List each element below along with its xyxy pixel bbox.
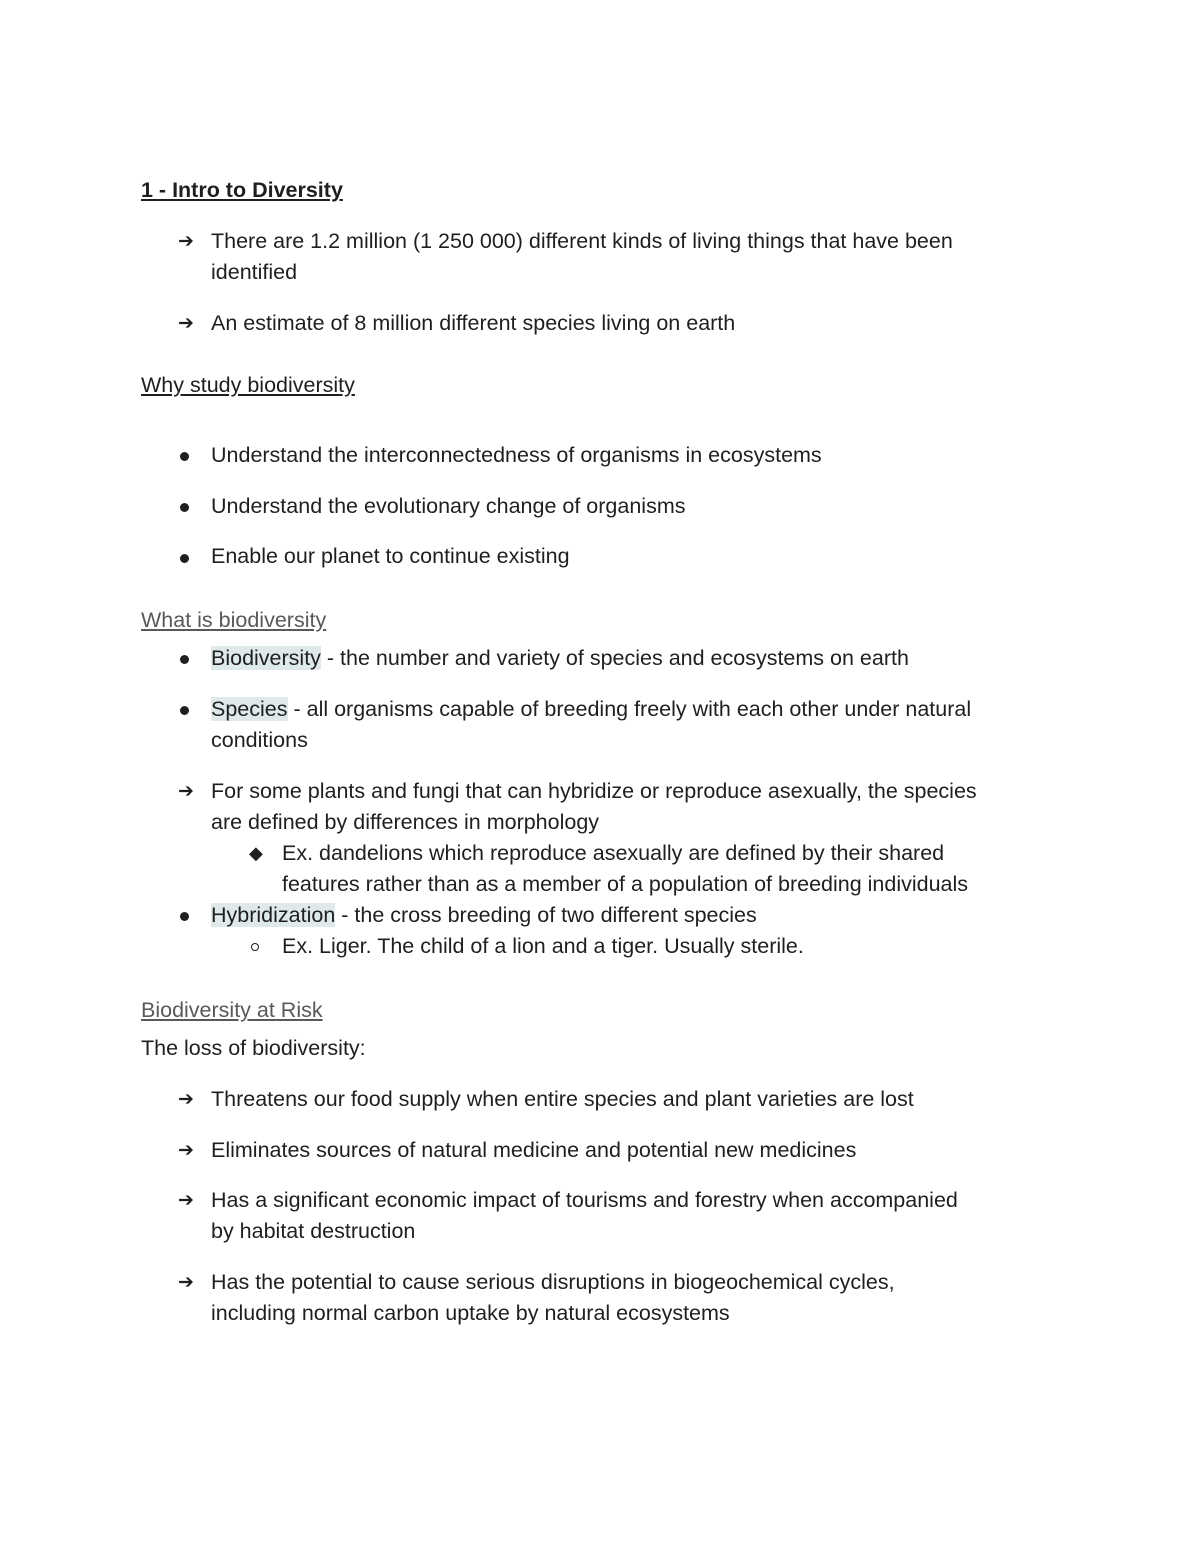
- why-item-3: Enable our planet to continue existing: [211, 544, 570, 568]
- heading-why-study: Why study biodiversity: [141, 373, 355, 397]
- risk-item-4: Has the potential to cause serious disruptions in biogeochemical cycles,: [211, 1270, 895, 1294]
- arrow-bullet-icon: ➔: [178, 1271, 194, 1293]
- plants-line-2: are defined by differences in morphology: [211, 810, 600, 834]
- risk-item-1: Threatens our food supply when entire species and plant varieties are lost: [211, 1087, 914, 1111]
- definition-biodiversity-text: - the number and variety of species and ecosystems on earth: [320, 646, 909, 670]
- why-item-1: Understand the interconnectedness of organisms in ecosystems: [211, 443, 822, 467]
- heading-what-is: What is biodiversity: [141, 608, 327, 632]
- definition-species-text: - all organisms capable of breeding freely with each other under natural: [287, 697, 972, 721]
- intro-line-1: There are 1.2 million (1 250 000) different kinds of living things that have been: [211, 229, 953, 253]
- term-hybridization: Hybridization: [211, 903, 336, 927]
- liger-example: Ex. Liger. The child of a lion and a tiger. Usually sterile.: [282, 934, 804, 958]
- definition-species: [211, 694, 971, 725]
- dandelion-line-2: features rather than as a member of a population of breeding individuals: [282, 872, 969, 896]
- bullet-dot-icon: [180, 912, 189, 921]
- arrow-bullet-icon: ➔: [178, 1189, 194, 1211]
- intro-line-2: An estimate of 8 million different species living on earth: [211, 311, 736, 335]
- arrow-bullet-icon: ➔: [178, 312, 194, 334]
- intro-line-1-cont: identified: [211, 260, 298, 284]
- term-biodiversity: Biodiversity: [211, 646, 321, 670]
- bullet-dot-icon: [180, 503, 189, 512]
- risk-item-3-cont: by habitat destruction: [211, 1219, 416, 1243]
- why-item-2: Understand the evolutionary change of organisms: [211, 494, 686, 518]
- bullet-dot-icon: [180, 706, 189, 715]
- definition-species-cont: conditions: [211, 728, 308, 752]
- arrow-bullet-icon: ➔: [178, 230, 194, 252]
- definition-biodiversity: [211, 643, 909, 674]
- bullet-dot-icon: [180, 554, 189, 563]
- arrow-bullet-icon: ➔: [178, 1139, 194, 1161]
- circle-bullet-icon: [251, 943, 259, 951]
- bullet-dot-icon: [180, 452, 189, 461]
- page-title: 1 - Intro to Diversity: [141, 178, 343, 202]
- plants-line-1: For some plants and fungi that can hybridize or reproduce asexually, the species: [211, 779, 977, 803]
- risk-item-3: Has a significant economic impact of tourisms and forestry when accompanied: [211, 1188, 958, 1212]
- arrow-bullet-icon: ➔: [178, 1088, 194, 1110]
- definition-hybridization-text: - the cross breeding of two different species: [335, 903, 757, 927]
- arrow-bullet-icon: ➔: [178, 780, 194, 802]
- risk-intro: The loss of biodiversity:: [141, 1036, 366, 1060]
- dandelion-line-1: Ex. dandelions which reproduce asexually are defined by their shared: [282, 841, 945, 865]
- diamond-bullet-icon: ◆: [249, 843, 263, 864]
- bullet-dot-icon: [180, 655, 189, 664]
- definition-hybridization: [211, 900, 757, 931]
- term-species: Species: [211, 697, 288, 721]
- risk-item-2: Eliminates sources of natural medicine and potential new medicines: [211, 1138, 857, 1162]
- heading-at-risk: Biodiversity at Risk: [141, 998, 323, 1022]
- risk-item-4-cont: including normal carbon uptake by natural ecosystems: [211, 1301, 730, 1325]
